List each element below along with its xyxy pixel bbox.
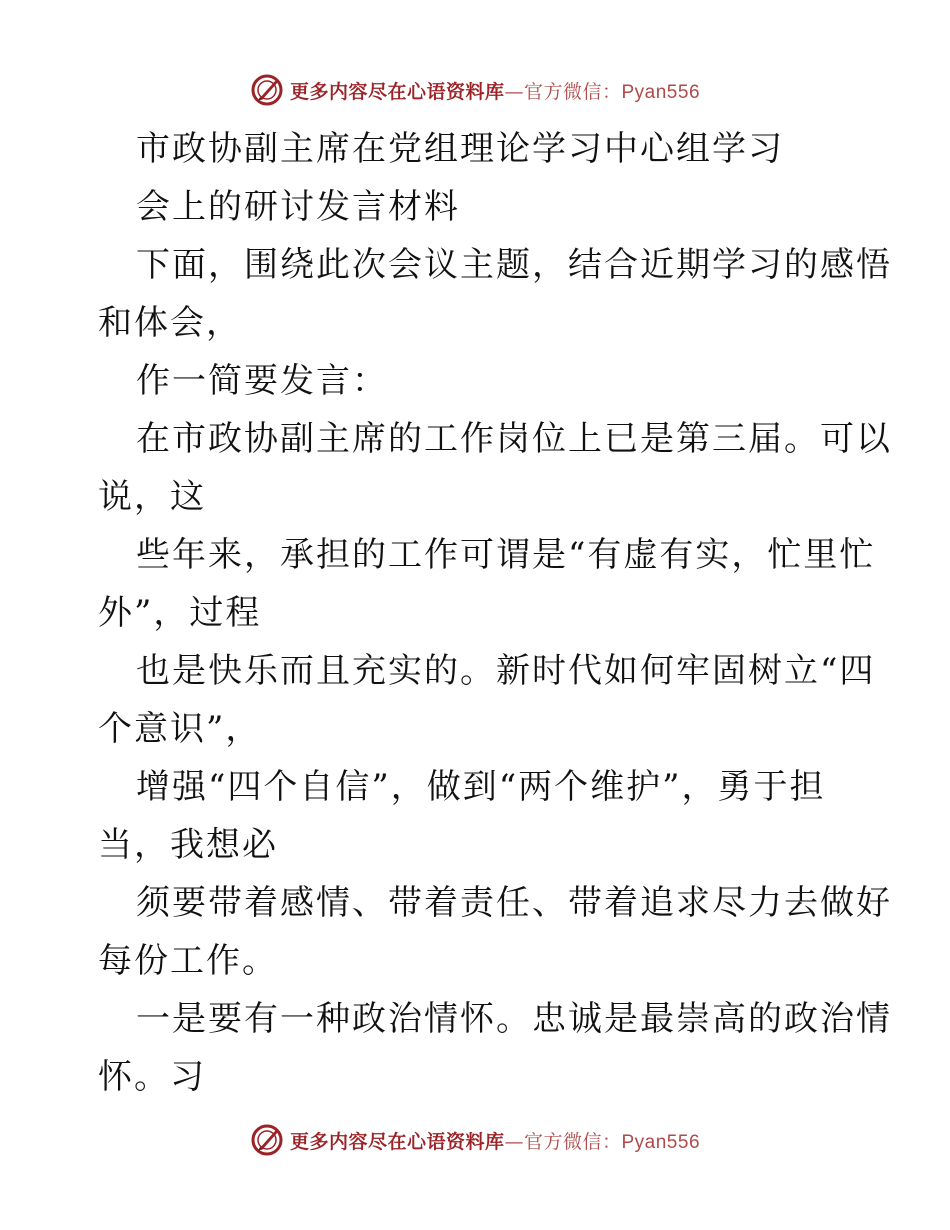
text-line: 当，我想必 <box>98 825 278 865</box>
text-line: 作一简要发言： <box>136 361 388 401</box>
text-line: 下面，围绕此次会议主题，结合近期学习的感悟 <box>136 245 892 285</box>
document-title-line-1: 市政协副主席在党组理论学习中心组学习 <box>136 129 784 169</box>
text-line: 一是要有一种政治情怀。忠诚是最崇高的政治情 <box>136 999 892 1039</box>
footer-banner-id: Pyan556 <box>621 1131 701 1153</box>
text-line: 每份工作。 <box>98 941 278 981</box>
header-banner-text <box>290 77 700 104</box>
text-line: 增强“四个自信”，做到“两个维护”，勇于担 <box>136 767 826 807</box>
document-body <box>98 120 892 1106</box>
text-line: 外”，过程 <box>98 593 262 633</box>
text-line: 在市政协副主席的工作岗位上已是第三届。可以 <box>136 419 892 459</box>
text-line: 说，这 <box>98 477 206 517</box>
header-banner-sub: —官方微信： <box>504 80 622 103</box>
quill-seal-icon <box>250 73 284 107</box>
footer-banner <box>0 1120 950 1160</box>
quill-seal-icon <box>250 1123 284 1157</box>
text-line: 须要带着感情、带着责任、带着追求尽力去做好 <box>136 883 892 923</box>
document-title-line-2: 会上的研讨发言材料 <box>136 187 460 227</box>
footer-banner-text <box>290 1127 700 1154</box>
text-line: 也是快乐而且充实的。新时代如何牢固树立“四 <box>136 651 876 691</box>
header-banner-main: 更多内容尽在心语资料库 <box>289 80 505 103</box>
text-line: 怀。习 <box>98 1057 206 1097</box>
text-line: 个意识”， <box>98 709 262 749</box>
footer-banner-main: 更多内容尽在心语资料库 <box>289 1130 505 1153</box>
footer-banner-sub: —官方微信： <box>504 1130 622 1153</box>
text-line: 和体会， <box>98 303 242 343</box>
text-line: 些年来，承担的工作可谓是“有虚有实，忙里忙 <box>136 535 876 575</box>
header-banner-id: Pyan556 <box>621 81 701 103</box>
header-banner <box>0 70 950 110</box>
